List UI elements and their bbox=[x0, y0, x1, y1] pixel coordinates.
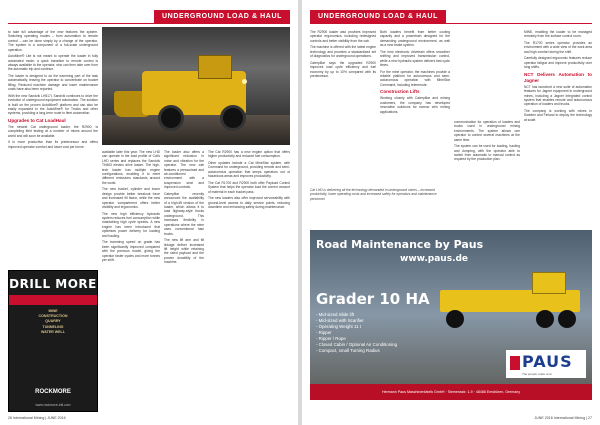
grader-wheel bbox=[446, 310, 464, 328]
paus-logo bbox=[506, 350, 586, 378]
paus-feature: - Mid-sized Slide lift bbox=[316, 312, 355, 317]
paus-feature: - Ripper / Rope bbox=[316, 336, 346, 341]
paus-ad-title: Road Maintenance by Paus bbox=[316, 238, 484, 251]
photo-loader-wheel bbox=[158, 105, 184, 131]
drill-ad-line: WATER WELL bbox=[41, 329, 65, 334]
paus-address-strip: Hermann Paus Maschinenfabrik GmbH · Siemensstr. 1-9 · 48488 Emsbüren, Germany bbox=[310, 384, 592, 400]
right-col2-para: Both loaders benefit from better cooling capacity and a powertrain designed for the demanding underground environment, as well as a new brake system. bbox=[380, 30, 450, 48]
right-column-4 bbox=[524, 30, 592, 224]
paus-feature: - Ripper bbox=[316, 330, 332, 335]
drill-ad-line: CONSTRUCTION bbox=[38, 314, 68, 319]
loader-photo bbox=[102, 27, 290, 145]
drill-ad-band bbox=[9, 295, 97, 305]
paus-logo-icon bbox=[510, 356, 520, 370]
drill-ad-url[interactable]: www.rockmore-intl.com bbox=[35, 403, 71, 407]
right-col4-para: Carefully designed ergonomic features reduce operator fatigue and improve productivity over long shifts. bbox=[524, 56, 592, 70]
paus-feature: - Operating Weight 11 t bbox=[316, 324, 361, 329]
right-col2-para: The new electronic drivetrain offers smoother shifting and improved transmission control, while a new hydraulic system delivers fast cycle times. bbox=[380, 49, 450, 68]
left-col3-para: The new lift arm and tilt linkage deliver increased lift height while retaining the rated payload and the proven durability of the machine. bbox=[164, 238, 204, 265]
left-col1-para: It is more productive than its predecessor and offers improved operator comfort and lower cost per tonne. bbox=[8, 140, 98, 149]
drill-more-advert[interactable] bbox=[8, 270, 98, 412]
left-col3-para: Caterpillar recently announced the availability of a high-lift version of the loader, which allows it to load highway-style trucks underground. This increases flexibility in operations where the mine uses conventional haul trucks. bbox=[164, 191, 204, 236]
photo-rock-floor bbox=[102, 115, 290, 145]
right-col4-para: The R1700 series operator provides an environment with a wide view of the work area and high comfort during the shift. bbox=[524, 41, 592, 54]
right-page-footer: JUNE 2016 International Mining | 27 bbox=[534, 416, 592, 420]
left-col2-para: available later this year. The new LHD can operate in the load profile of Cat's LHD series and replaces the Sandvik TH663 electric drive loader. The high-tech loader has multiple engine configurations, enabling it to meet different emissions standards around the world. bbox=[102, 150, 160, 185]
right-col1-para: The R2900 loader also provides improved operator ergonomics, including redesigned controls and better visibility from the cab. bbox=[310, 30, 376, 43]
drill-ad-line: QUARRY bbox=[45, 319, 61, 324]
left-col4-para: The Cat R1700 and R2900 both offer Payload Control System that helps the operator load the correct amount of material in each bucket pass. bbox=[208, 180, 290, 194]
paus-advert[interactable] bbox=[310, 230, 592, 400]
grader-wheel bbox=[558, 310, 576, 328]
right-col2-para: Working closely with Caterpillar and mining customers, the company has developed innovative solutions for narrow vein mining applications. bbox=[380, 96, 450, 114]
right-col2-para: For the mine operator, the machines provide a reliable platform for autonomous and semi-autonomous operation with MineStar Command, including teleremote. bbox=[380, 69, 450, 87]
paus-feature: - Closed Cabin / Optional Air Conditioning bbox=[316, 342, 398, 347]
right-col4-para: The company is working with mines in Sweden and Finland to deploy the technology at scale. bbox=[524, 109, 592, 122]
left-col1-para: to take full advantage of the new features the system. Switching operating modes – from automation to remote control – can be done simply by a change of the operator. The system is a component of a full-scale underground operation. bbox=[8, 30, 98, 52]
paus-logo-tagline: The people make sure bbox=[522, 372, 552, 376]
right-column-3 bbox=[454, 120, 520, 224]
left-col1-para: The loader is designed to do the tramming part of the task automatically, leaving the operator to concentrate on bucket filling. Reduced machine damage and lower maintenance costs have also been reported. bbox=[8, 74, 98, 92]
left-col1-para: With the new Sandvik LH517i, Sandvik continues to drive the evolution of underground equipment automation. The solution is built on the proven AutoMine® platform and can also be easily expanded to the AutoMine® for Trucks and other systems, providing a long-term route to fleet automation. bbox=[8, 93, 98, 116]
left-column-2 bbox=[102, 150, 160, 408]
right-col4-subhead: NCT Delivers Automation to Jagner bbox=[524, 71, 592, 83]
grader-wheel bbox=[536, 310, 554, 328]
paus-ad-model: Grader 10 HA bbox=[316, 290, 430, 308]
pull-quote: Cat LHD is delivering all the technology demanded in underground mines – increased productivity, lower operating costs and increased safety for operators and maintenance personnel. bbox=[310, 188, 437, 201]
right-col2-subhead: Construction Lifts bbox=[380, 89, 420, 95]
left-col1-para: AutoMine® Lite is not meant to operate the loader in fully automated mode; a quick transition to remote control is always available to the operator, who can then take over from the automatic trip and continue. bbox=[8, 54, 98, 72]
right-column-1 bbox=[310, 30, 376, 184]
left-col2-para: The new bucket, cylinder and boom design provide better breakout force and increased fill factor, while the new operator compartment offers better visibility and ergonomics. bbox=[102, 187, 160, 210]
right-column-2 bbox=[380, 30, 450, 184]
right-col3-para: The system can be used for loading, hauling and dumping, with the operator able to switch from automatic to manual control as required by the production plan. bbox=[454, 144, 520, 162]
left-column-3 bbox=[164, 150, 204, 408]
right-header-title: UNDERGROUND LOAD & HAUL bbox=[310, 10, 446, 24]
right-col1-para: Caterpillar says the upgraded R2900 improves load cycle efficiency and fuel economy by up to 10% compared with its predecessor. bbox=[310, 60, 376, 79]
right-col4-para: NCT has launched a new suite of automation features for Jagner equipment in underground mines, including a Jagner integrated control system that enables remote and autonomous operation of loaders and trucks. bbox=[524, 84, 592, 107]
left-col4-para: The Cat R2900 has a new engine option that offers higher productivity and reduced fuel consumption. bbox=[208, 150, 290, 159]
drill-ad-line: MINE bbox=[48, 309, 58, 313]
photo-loader-wheel bbox=[220, 105, 246, 131]
grader-illustration bbox=[440, 272, 580, 334]
left-header-title: UNDERGROUND LOAD & HAUL bbox=[154, 10, 290, 24]
left-col2-para: The tramming speed on grade has been significantly improved compared with the previous model, giving the operator faster cycles and more tonnes per shift. bbox=[102, 240, 160, 262]
photo-loader-light bbox=[242, 79, 247, 84]
left-col2-para: The new high efficiency hydraulic system reduces fuel consumption while maintaining high cycle speeds. A new engine has been introduced that optimises power delivery for loading and hauling. bbox=[102, 211, 160, 238]
paus-logo-name: PAUS bbox=[522, 352, 573, 371]
drill-ad-headline: DRILL MORE bbox=[9, 277, 97, 291]
right-col1-para: The machine is offered with the latest engine technology and provides a standardised set of diagnostics for underground operations. bbox=[310, 45, 376, 59]
drill-ad-line: TUNNELING bbox=[42, 324, 64, 329]
grader-cab bbox=[532, 272, 566, 294]
left-page bbox=[0, 0, 298, 425]
paus-ad-features bbox=[316, 312, 397, 354]
paus-feature: - Mid-sized with Scarifier bbox=[316, 318, 364, 323]
left-column-1 bbox=[8, 30, 98, 266]
left-page-footer: 26 International Mining | JUNE 2016 bbox=[8, 416, 66, 420]
right-page-header bbox=[310, 10, 592, 24]
left-col1-subhead: Upgrades to Cat LoadHaul bbox=[8, 118, 66, 124]
right-col4-para: MINE, enabling the loader to be managed remotely from the surface control room. bbox=[524, 30, 592, 39]
left-col4-para: Other updates include a Cat MineStar system, with Command for underground, providing remote and semi-autonomous operation that keeps operators out of hazardous areas and improves productivity. bbox=[208, 161, 290, 179]
left-column-4 bbox=[208, 150, 290, 408]
left-col3-para: The loader also offers a significant reduction in noise and vibration for the operator. The new cab features a pressurised and air-conditioned environment with a suspension seat and improved controls. bbox=[164, 150, 204, 190]
drill-ad-brand: ROCKMORE bbox=[35, 389, 71, 395]
right-col3-para: communication for operation of loaders and trucks used in underground mining environments. The system allows one operator to control several machines at the same time. bbox=[454, 120, 520, 142]
paus-feature: - Compact, small Turning Radius bbox=[316, 348, 380, 353]
drill-ad-lines bbox=[13, 309, 93, 335]
left-col4-para: The new loaders also offer improved serviceability with ground-level access to daily service points, reducing downtime and enhancing safety during maintenance. bbox=[208, 196, 290, 210]
photo-loader-cab bbox=[198, 55, 232, 79]
right-page bbox=[302, 0, 600, 425]
paus-ad-url[interactable]: www.paus.de bbox=[400, 254, 469, 264]
left-page-header bbox=[8, 10, 290, 24]
left-col1-para: The newest Cat underground loader, the R2900, is completing field testing at a number of mines around the world and will soon be available. bbox=[8, 125, 98, 138]
